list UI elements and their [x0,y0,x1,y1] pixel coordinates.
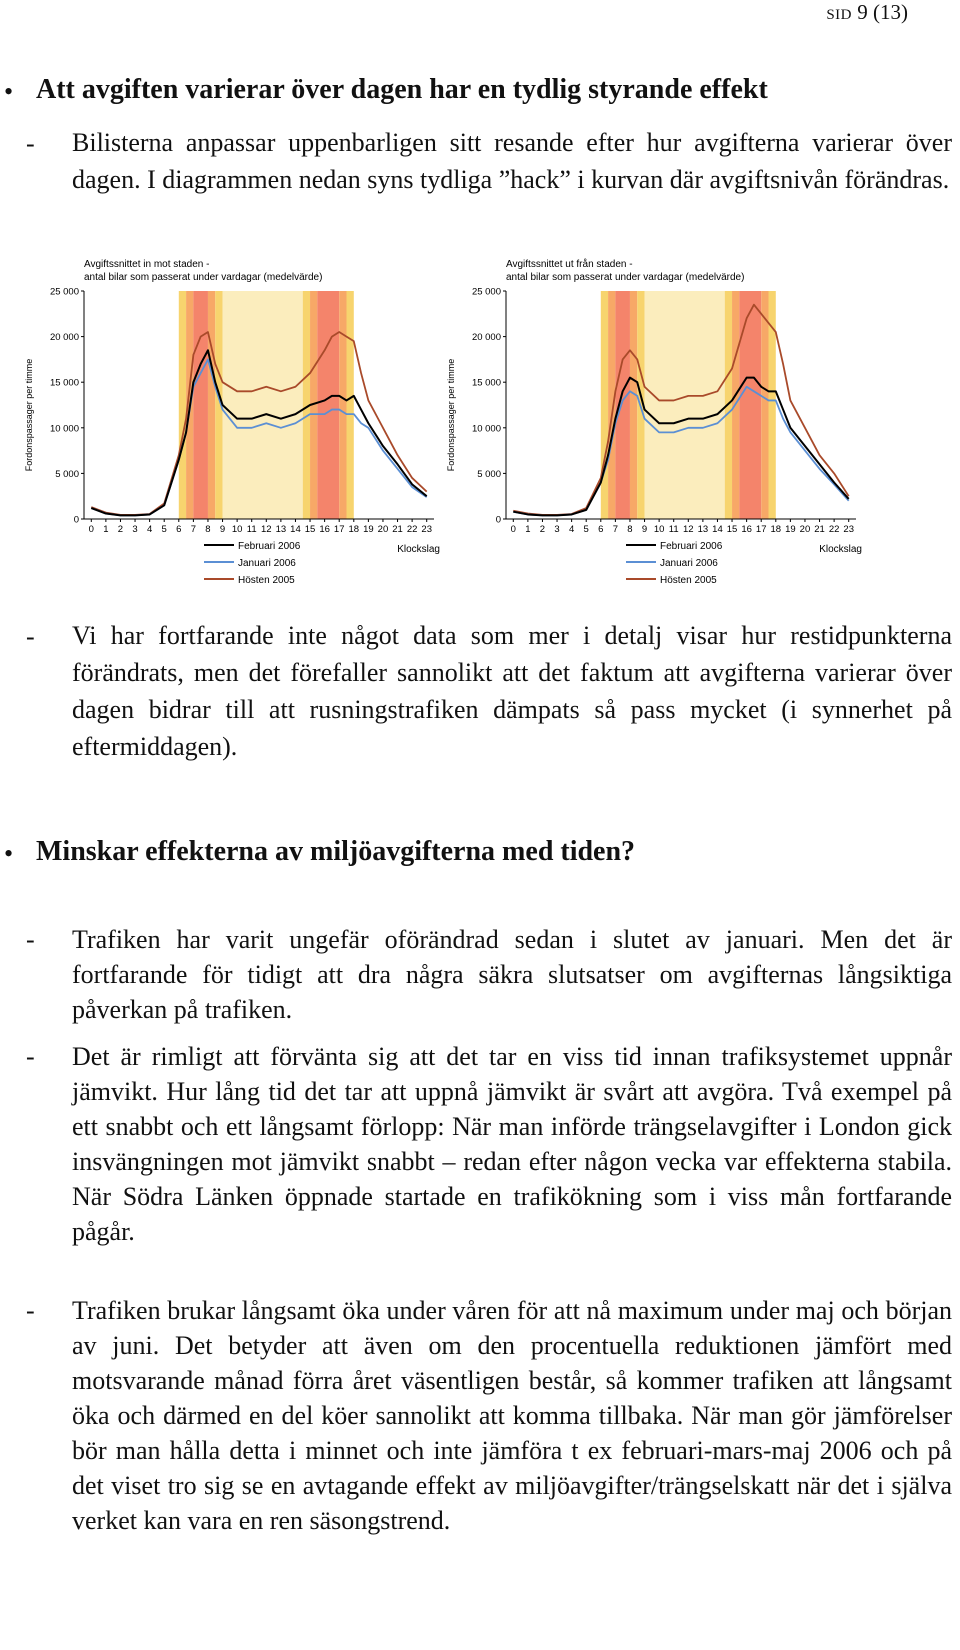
y-tick-label: 20 000 [49,332,79,344]
paragraph: Vi har fortfarande inte något data som mer i detalj visar hur restidpunkterna förändrats, men det förefaller sannolikt att det faktum att avgifterna varierar över dagen bidrar till att rusningstrafiken dämpats så pass mycket (i synnerhet på eftermiddagen). [72,621,952,761]
x-tick-label: 4 [568,524,575,535]
dash-icon: - [26,1042,35,1071]
x-tick-label: 23 [843,524,854,535]
legend-label: Januari 2006 [660,558,718,569]
y-tick-label: 25 000 [471,286,501,298]
x-tick-label: 15 [304,524,316,535]
x-tick-label: 4 [146,524,153,535]
chart-inbound [20,255,460,595]
charge-band-mid [761,291,768,519]
charge-band-high [317,291,339,519]
y-tick-label: 15 000 [49,377,79,389]
page-number-prefix: SID [826,7,852,23]
chart-subtitle: antal bilar som passerat under vardagar (medelvärde) [84,272,323,283]
x-tick-label: 2 [539,524,546,535]
x-tick-label: 22 [406,524,418,535]
x-tick-label: 10 [231,524,243,535]
charge-band-low [347,291,354,519]
dash-icon: - [26,925,35,954]
x-axis-label: Klockslag [397,544,440,555]
x-tick-label: 18 [348,524,360,535]
x-tick-label: 19 [785,524,796,535]
section-heading: Att avgiften varierar över dagen har en tydlig styrande effekt [36,74,768,105]
charge-band-mid [630,291,637,519]
x-tick-label: 12 [261,524,272,535]
x-tick-label: 5 [583,524,589,535]
dash-icon: - [26,129,35,158]
chart-subtitle: antal bilar som passerat under vardagar (medelvärde) [506,272,745,283]
page-number [826,0,908,25]
y-tick-label: 10 000 [49,423,79,435]
y-tick-label: 20 000 [471,332,501,344]
x-tick-label: 16 [741,524,752,535]
y-tick-label: 5 000 [477,468,501,480]
x-tick-label: 13 [275,524,287,535]
page-number-value: 9 (13) [857,0,908,24]
x-tick-label: 20 [377,524,389,535]
x-tick-label: 17 [755,524,767,535]
x-tick-label: 7 [612,524,619,535]
x-tick-label: 14 [290,524,301,535]
x-tick-label: 17 [333,524,345,535]
legend-label: Februari 2006 [660,541,723,552]
x-tick-label: 16 [319,524,330,535]
charge-band-mid [339,291,346,519]
x-tick-label: 9 [641,524,648,535]
x-tick-label: 18 [770,524,782,535]
y-tick-label: 10 000 [471,423,501,435]
x-tick-label: 9 [219,524,226,535]
x-tick-label: 21 [392,524,403,535]
paragraph: Trafiken har varit ungefär oförändrad sedan i slutet av januari. Men det är fortfarande för tidigt att dra några säkra slutsatser om avgifternas långsiktiga påverkan på trafiken. [72,925,952,1024]
x-tick-label: 14 [712,524,723,535]
x-tick-label: 8 [205,524,211,535]
paragraph: Trafiken brukar långsamt öka under våren för att nå maximum under maj och början av juni. Det betyder att även om den procentuella reduktionen jämfört med motsvarande månad förra året väsentligen består, så kommer trafiken att långsamt öka och därmed en del köer sannolikt att komma tillbaka. När man gör jämförelser bör man hålla detta i minnet och inte jämföra t ex februari-mars-maj 2006 och på det viset tro sig se en avtagande effekt av miljöavgifter/trängselskatt när det i själva verket kan vara en ren säsongstrend. [72,1296,952,1535]
paragraph: Det är rimligt att förvänta sig att det tar en viss tid innan trafiksystemet uppnår jämvikt. Hur lång tid det tar att uppnå jämvikt är svårt att avgöra. Två exempel på ett snabbt och ett långsamt förlopp: När man införde trängselavgifter i London gick insvängningen mot jämvikt snabbt – redan efter någon vecka var effekterna stabila. När Södra Länken öppnade startade en trafikökning som i viss mån fortfarande pågår. [72,1042,952,1246]
x-tick-label: 11 [668,524,679,535]
dash-icon: - [26,622,35,651]
x-tick-label: 22 [828,524,840,535]
charge-band-high [739,291,761,519]
paragraph: Bilisterna anpassar uppenbarligen sitt resande efter hur avgifterna varierar över dagen. I diagrammen nedan syns tydliga ”hack” i kurvan där avgiftsnivån förändras. [72,128,952,194]
y-tick-label: 0 [495,514,501,526]
x-tick-label: 15 [726,524,738,535]
y-axis-label: Fordonspassager per timme [446,358,456,472]
dash-icon: - [26,1296,35,1325]
x-tick-label: 2 [117,524,124,535]
x-tick-label: 8 [627,524,633,535]
legend-label: Februari 2006 [238,541,301,552]
x-tick-label: 1 [525,524,531,535]
charge-band-high [615,291,630,519]
chart-outbound [442,255,882,595]
charge-band-mid [208,291,215,519]
x-tick-label: 3 [132,524,138,535]
x-tick-label: 10 [653,524,665,535]
x-tick-label: 0 [88,524,94,535]
x-tick-label: 7 [190,524,197,535]
legend-label: Januari 2006 [238,558,296,569]
x-tick-label: 21 [814,524,825,535]
x-axis-label: Klockslag [819,544,862,555]
section-heading: Minskar effekterna av miljöavgifterna med tiden? [36,836,636,867]
charge-band-base [645,291,725,519]
chart-title: Avgiftssnittet ut från staden - [506,259,633,270]
x-tick-label: 13 [697,524,709,535]
y-axis-label: Fordonspassager per timme [24,358,34,472]
chart-title: Avgiftssnittet in mot staden - [84,259,210,270]
legend-label: Hösten 2005 [238,575,295,586]
x-tick-label: 6 [176,524,182,535]
x-tick-label: 0 [510,524,516,535]
x-tick-label: 20 [799,524,811,535]
x-tick-label: 23 [421,524,432,535]
y-tick-label: 15 000 [471,377,501,389]
charge-band-high [193,291,208,519]
legend-label: Hösten 2005 [660,575,717,586]
y-tick-label: 25 000 [49,286,79,298]
charge-band-low [601,291,608,519]
charge-band-low [179,291,186,519]
x-tick-label: 3 [554,524,560,535]
x-tick-label: 11 [246,524,257,535]
y-tick-label: 5 000 [55,468,79,480]
bullet-icon: • [4,839,14,868]
x-tick-label: 12 [683,524,694,535]
y-tick-label: 0 [73,514,79,526]
x-tick-label: 19 [363,524,374,535]
bullet-icon: • [4,77,14,106]
x-tick-label: 6 [598,524,604,535]
charge-band-base [223,291,303,519]
x-tick-label: 5 [161,524,167,535]
x-tick-label: 1 [103,524,109,535]
